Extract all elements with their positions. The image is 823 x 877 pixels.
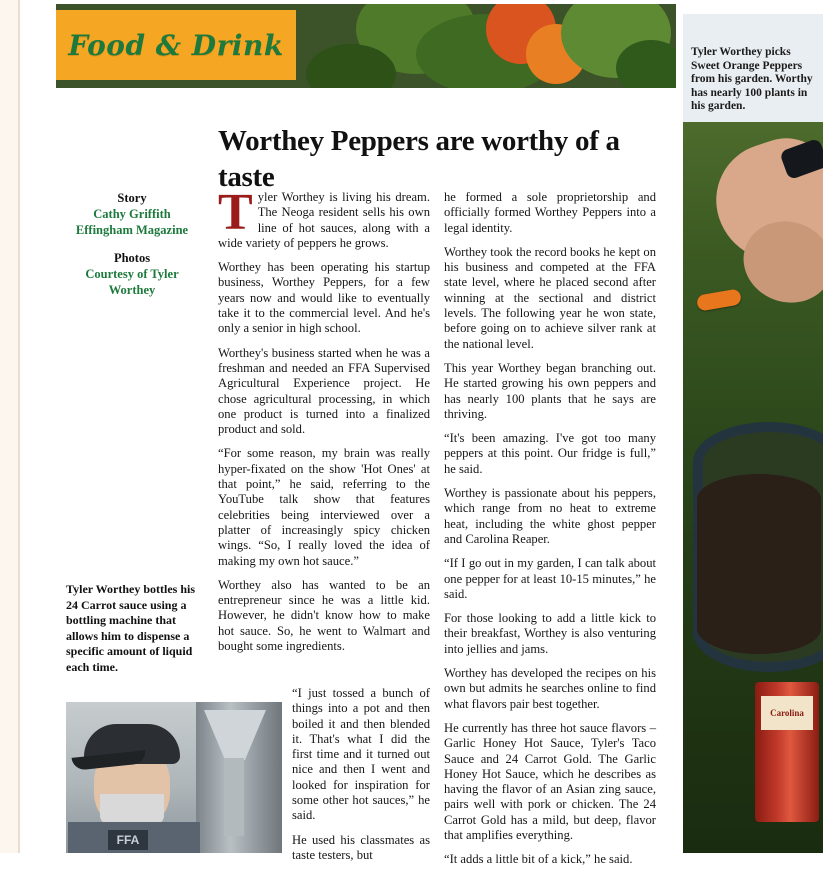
article-paragraph: For those looking to add a little kick to their breakfast, Worthey is also venturing into jellies and jams.	[444, 611, 656, 656]
right-photo-caption: Tyler Worthey picks Sweet Orange Peppers from his garden. Worthy has nearly 100 plants in his garden.	[691, 46, 813, 112]
article-paragraph: “It adds a little bit of a kick,” he said.	[444, 852, 633, 867]
article-paragraph: Worthey's business started when he was a freshman and needed an FFA Supervised Agricultural Experience project. He chose agricultural processing, in which one product is turned into a finalized product and sold.	[218, 345, 430, 437]
right-photo	[683, 14, 823, 853]
right-photo-image	[683, 122, 823, 853]
photo-can	[755, 682, 819, 822]
article-paragraph: “I just tossed a bunch of things into a pot and then boiled it and then blended it. That's what I did the first time and it turned out nice and then I went and looked for inspiration for some other hot sauces,” he said.	[292, 686, 430, 823]
article-paragraph: Worthey also has wanted to be an entrepreneur since he was a little kid. However, he didn't know how to make hot sauce. So, he went to Walmart and bought some ingredients.	[218, 577, 430, 654]
article-paragraph: This year Worthey began branching out. He started growing his own peppers and has nearly 100 plants that he says are thriving.	[444, 360, 656, 421]
left-photo-caption: Tyler Worthey bottles his 24 Carrot sauce using a bottling machine that allows him to dispense a specific amount of liquid each time.	[66, 582, 195, 674]
left-photo-image	[66, 702, 282, 853]
page-title: Worthey Peppers are worthy of a taste	[218, 125, 620, 194]
byline	[66, 190, 198, 298]
drop-cap: T	[218, 184, 253, 241]
byline-story-publication: Effingham Magazine	[75, 223, 189, 237]
section-flag	[56, 10, 296, 80]
page-gutter	[20, 0, 56, 853]
article-paragraph: “If I go out in my garden, I can talk about one pepper for at least 10-15 minutes,” he said.	[444, 556, 656, 601]
right-photo-caption-box	[683, 14, 823, 122]
byline-story-label: Story	[117, 191, 147, 205]
photo-shirt-logo: FFA	[108, 830, 148, 850]
section-flag-label: Food & Drink	[68, 28, 284, 62]
article-column-1	[218, 184, 430, 663]
photo-pepper	[696, 288, 742, 311]
photo-soil	[697, 474, 821, 654]
article-paragraph: Worthey has developed the recipes on his own but admits he searches online to find what flavors pair best together.	[444, 666, 656, 711]
article-paragraph: Tyler Worthey is living his dream. The Neoga resident sells his own line of hot sauces, along with a wide variety of peppers he grows.	[218, 184, 430, 250]
photo-tube	[224, 758, 244, 836]
article-paragraph: He used his classmates as taste testers, but	[292, 832, 430, 862]
byline-photos-name-2: Worthey	[108, 283, 156, 297]
article-paragraph: “It's been amazing. I've got too many peppers at this point. Our fridge is full,” he said.	[444, 431, 656, 476]
article-paragraph: Worthey has been operating his startup business, Worthey Peppers, for a few years now and would like to eventually take it to the commercial level. And he's only a senior in high school.	[218, 260, 430, 336]
article-paragraph: Worthey took the record books he kept on his business and competed at the FFA state level, where he placed second after winning at the sectional and district levels. The following year he won state, before going on to achieve silver rank at the national level.	[444, 244, 656, 351]
byline-photos-label: Photos	[113, 251, 151, 265]
byline-story-name: Cathy Griffith	[93, 207, 171, 221]
article-column-2	[444, 190, 656, 877]
page-margin-strip	[0, 0, 18, 853]
article-paragraph: he formed a sole proprietorship and officially formed Worthey Peppers into a legal identity.	[444, 190, 656, 235]
article-paragraph: “For some reason, my brain was really hyper-fixated on the show 'Hot Ones' at that point,” he said, referring to the YouTube talk show that features celebrities being interviewed over a platter of increasingly spicy chicken wings. “So, I really loved the idea of making my own hot sauce.”	[218, 446, 430, 568]
article-paragraph: Worthey is passionate about his peppers, which range from no heat to extreme heat, including the white ghost pepper and Carolina Reaper.	[444, 486, 656, 546]
photo-can-label: Carolina	[761, 696, 813, 730]
article-paragraph: He currently has three hot sauce flavors – Garlic Honey Hot Sauce, Tyler's Taco Sauce and 24 Carrot Gold. The Garlic Honey Hot Sauce, which he describes as having the flavor of an Asian zing sauce, pairs well with pork or chicken. The 24 Carrot Gold has a mild, but deep, flavor that amplifies everything.	[444, 720, 656, 842]
byline-photos-name: Courtesy of Tyler	[85, 267, 179, 281]
article-column-3	[292, 686, 430, 872]
